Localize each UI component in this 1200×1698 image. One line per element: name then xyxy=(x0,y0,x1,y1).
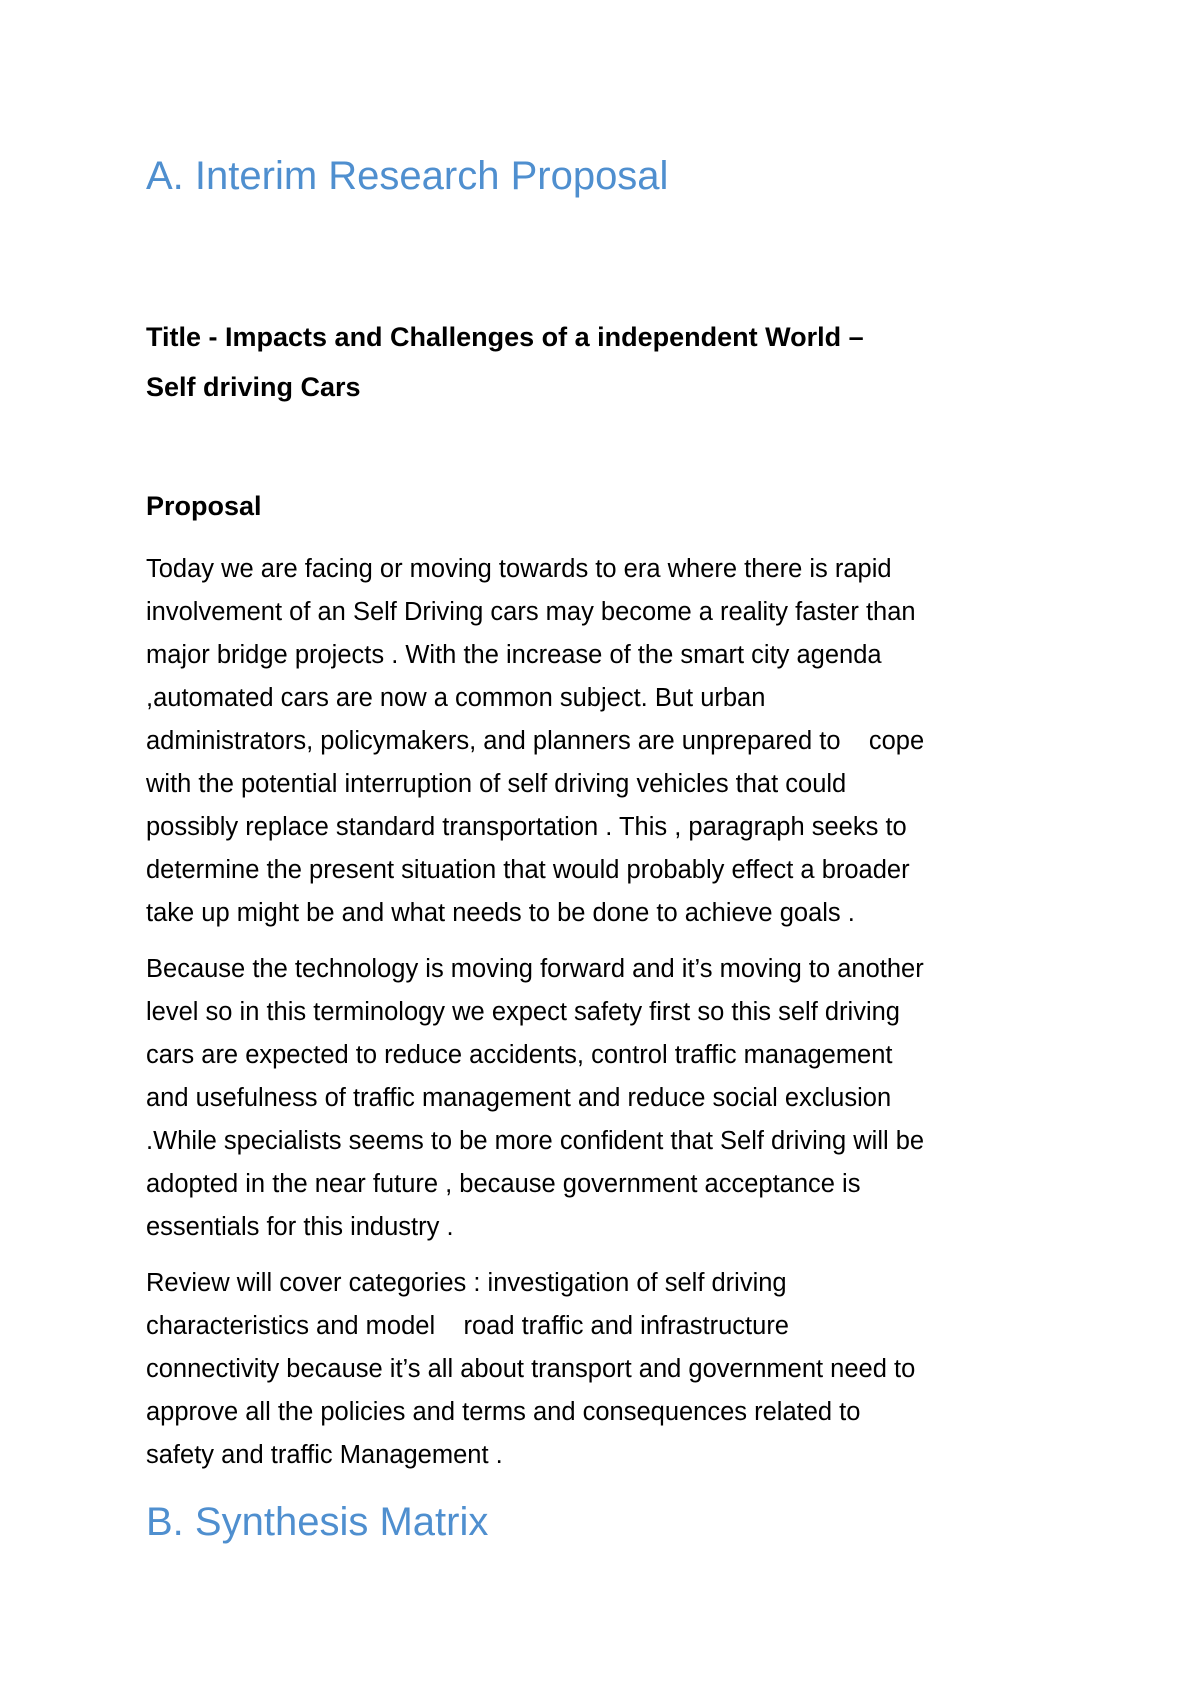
paragraph-line: and usefulness of traffic management and reduce social exclusion xyxy=(146,1084,892,1112)
paragraph-line: major bridge projects . With the increase of the smart city agenda xyxy=(146,641,882,669)
paragraph-line: safety and traffic Management . xyxy=(146,1441,503,1469)
paragraph-line: .While specialists seems to be more confident that Self driving will be xyxy=(146,1127,925,1155)
paragraph-3 xyxy=(146,1262,1076,1477)
paragraph-line: Because the technology is moving forward and it’s moving to another xyxy=(146,955,924,983)
paragraph-line: administrators, policymakers, and planners are unprepared to cope xyxy=(146,727,925,755)
paragraph-line: level so in this terminology we expect safety first so this self driving xyxy=(146,998,900,1026)
paragraph-line: characteristics and model road traffic and infrastructure xyxy=(146,1312,789,1340)
paragraph-line: ,automated cars are now a common subject. But urban xyxy=(146,684,766,712)
paragraph-line: involvement of an Self Driving cars may become a reality faster than xyxy=(146,598,916,626)
paragraph-line: connectivity because it’s all about transport and government need to xyxy=(146,1355,916,1383)
title-line: Title - Impacts and Challenges of a independent World – xyxy=(146,322,864,352)
paragraph-line: determine the present situation that would probably effect a broader xyxy=(146,856,910,884)
paragraph-line: adopted in the near future , because government acceptance is xyxy=(146,1170,861,1198)
paragraph-line: approve all the policies and terms and consequences related to xyxy=(146,1398,861,1426)
title-line: Self driving Cars xyxy=(146,372,361,402)
paragraph-line: possibly replace standard transportation . This , paragraph seeks to xyxy=(146,813,907,841)
paragraph-line: Review will cover categories : investigation of self driving xyxy=(146,1269,787,1297)
paragraph-2 xyxy=(146,948,1076,1249)
heading-interim-research-proposal: A. Interim Research Proposal xyxy=(146,154,669,198)
paragraph-1 xyxy=(146,548,1076,935)
proposal-title xyxy=(146,312,1076,412)
heading-synthesis-matrix: B. Synthesis Matrix xyxy=(146,1500,489,1544)
paragraph-line: essentials for this industry . xyxy=(146,1213,454,1241)
paragraph-line: Today we are facing or moving towards to era where there is rapid xyxy=(146,555,892,583)
paragraph-line: with the potential interruption of self driving vehicles that could xyxy=(146,770,847,798)
paragraph-line: take up might be and what needs to be done to achieve goals . xyxy=(146,899,855,927)
paragraph-line: cars are expected to reduce accidents, control traffic management xyxy=(146,1041,893,1069)
proposal-heading: Proposal xyxy=(146,491,262,521)
